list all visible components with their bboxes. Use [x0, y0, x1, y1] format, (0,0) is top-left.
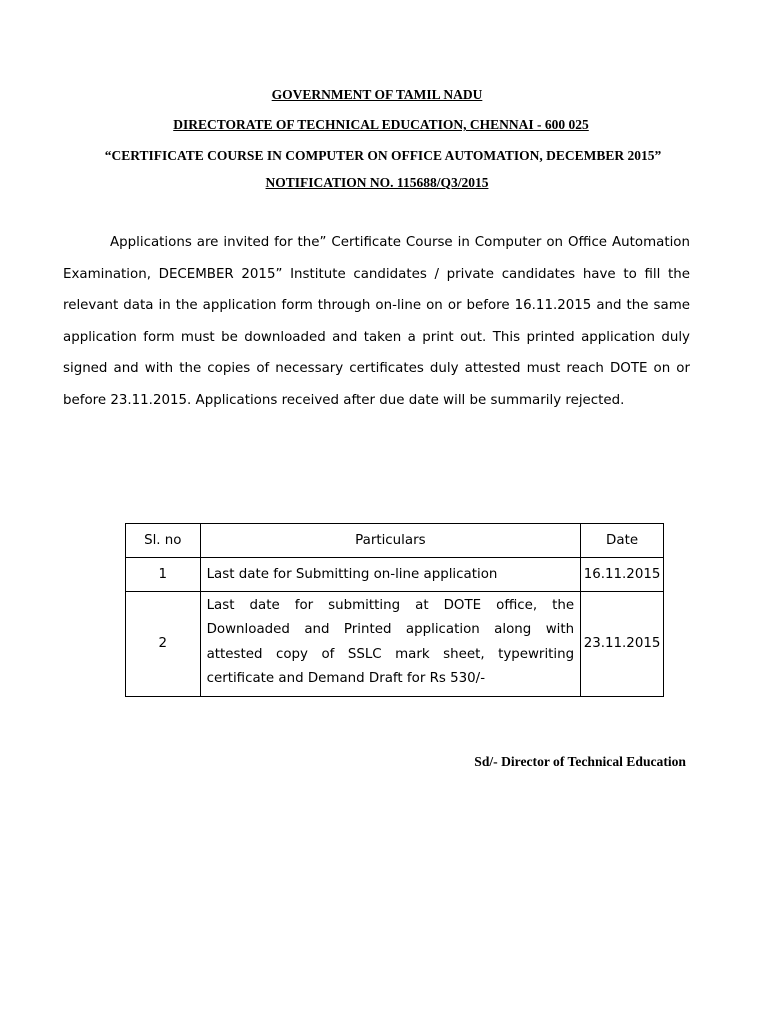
table-header-row — [126, 524, 664, 558]
column-header-sl-no: Sl. no — [126, 524, 201, 558]
cell-date: 16.11.2015 — [581, 558, 664, 592]
header-directorate: DIRECTORATE OF TECHNICAL EDUCATION, CHENNAI - 600 025 — [173, 117, 589, 132]
schedule-table — [125, 523, 664, 697]
header-notification-number: NOTIFICATION NO. 115688/Q3/2015 — [265, 175, 489, 190]
signature-line: Sd/- Director of Technical Education — [474, 754, 686, 769]
column-header-date: Date — [581, 524, 664, 558]
table-row — [126, 558, 664, 592]
cell-date: 23.11.2015 — [581, 592, 664, 697]
header-government: GOVERNMENT OF TAMIL NADU — [271, 87, 483, 102]
table-row — [126, 592, 664, 697]
cell-sl-no: 2 — [126, 592, 201, 697]
body-paragraph: Applications are invited for the” Certificate Course in Computer on Office Automation Examination, DECEMBER 2015” Institute candidates / private candidates have to fill the relevant data in the application form through on-line on or before 16.11.2015 and the same application form must be downloaded and taken a print out. This printed application duly signed and with the copies of necessary certificates duly attested must reach DOTE on or before 23.11.2015. Applications received after due date will be summarily rejected. — [63, 235, 690, 408]
cell-particulars: Last date for Submitting on-line application — [200, 558, 581, 592]
cell-particulars: Last date for submitting at DOTE office, the Downloaded and Printed application along with attested copy of SSLC mark sheet, typewriting certificate and Demand Draft for Rs 530/- — [200, 592, 581, 697]
column-header-particulars: Particulars — [200, 524, 581, 558]
header-course-title: “CERTIFICATE COURSE IN COMPUTER ON OFFICE AUTOMATION, DECEMBER 2015” — [104, 148, 662, 163]
cell-sl-no: 1 — [126, 558, 201, 592]
